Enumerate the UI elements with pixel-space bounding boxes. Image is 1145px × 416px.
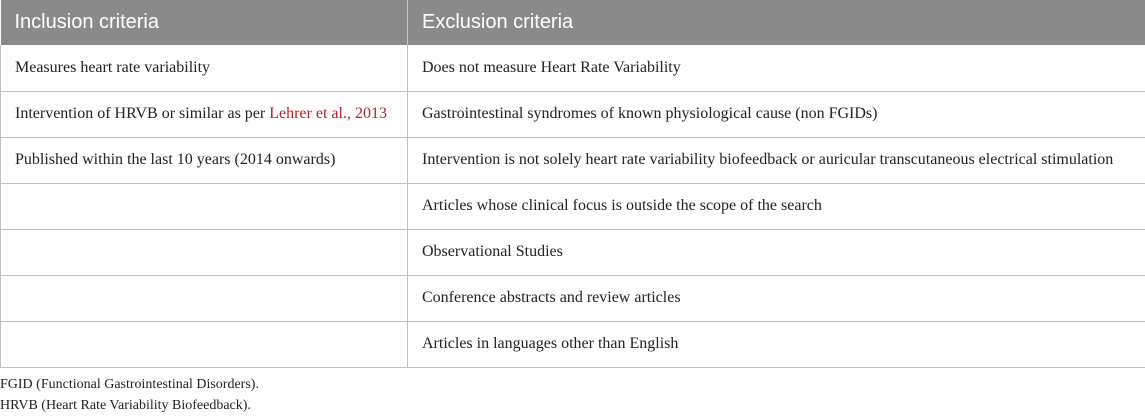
table-row	[1, 183, 1145, 229]
inclusion-cell	[1, 229, 408, 275]
inclusion-text: Intervention of HRVB or similar as per	[15, 105, 269, 122]
header-exclusion-criteria: Exclusion criteria	[408, 0, 1145, 45]
exclusion-cell: Conference abstracts and review articles	[408, 275, 1145, 321]
table-body	[1, 45, 1145, 367]
footnote-fgid: FGID (Functional Gastrointestinal Disorders).	[0, 374, 259, 395]
table-row	[1, 275, 1145, 321]
exclusion-cell: Observational Studies	[408, 229, 1145, 275]
table-header	[1, 0, 1145, 45]
table-row	[1, 137, 1145, 183]
inclusion-cell	[1, 275, 408, 321]
citation-link-lehrer-2013[interactable]: Lehrer et al., 2013	[269, 105, 387, 122]
table-row	[1, 321, 1145, 367]
footnote-hrvb: HRVB (Heart Rate Variability Biofeedback).	[0, 395, 259, 416]
inclusion-cell	[1, 183, 408, 229]
table-footnotes	[0, 374, 259, 416]
exclusion-cell: Does not measure Heart Rate Variability	[408, 45, 1145, 91]
exclusion-cell: Gastrointestinal syndromes of known physiological cause (non FGIDs)	[408, 91, 1145, 137]
table-row	[1, 91, 1145, 137]
inclusion-cell	[1, 321, 408, 367]
table-row	[1, 229, 1145, 275]
exclusion-cell: Articles whose clinical focus is outside the scope of the search	[408, 183, 1145, 229]
exclusion-cell: Intervention is not solely heart rate variability biofeedback or auricular transcutaneous electrical stimulation	[408, 137, 1145, 183]
inclusion-cell: Published within the last 10 years (2014 onwards)	[1, 137, 408, 183]
table-row	[1, 45, 1145, 91]
inclusion-cell	[1, 91, 408, 137]
header-inclusion-criteria: Inclusion criteria	[1, 0, 408, 45]
exclusion-cell: Articles in languages other than English	[408, 321, 1145, 367]
header-row	[1, 0, 1145, 45]
inclusion-cell: Measures heart rate variability	[1, 45, 408, 91]
